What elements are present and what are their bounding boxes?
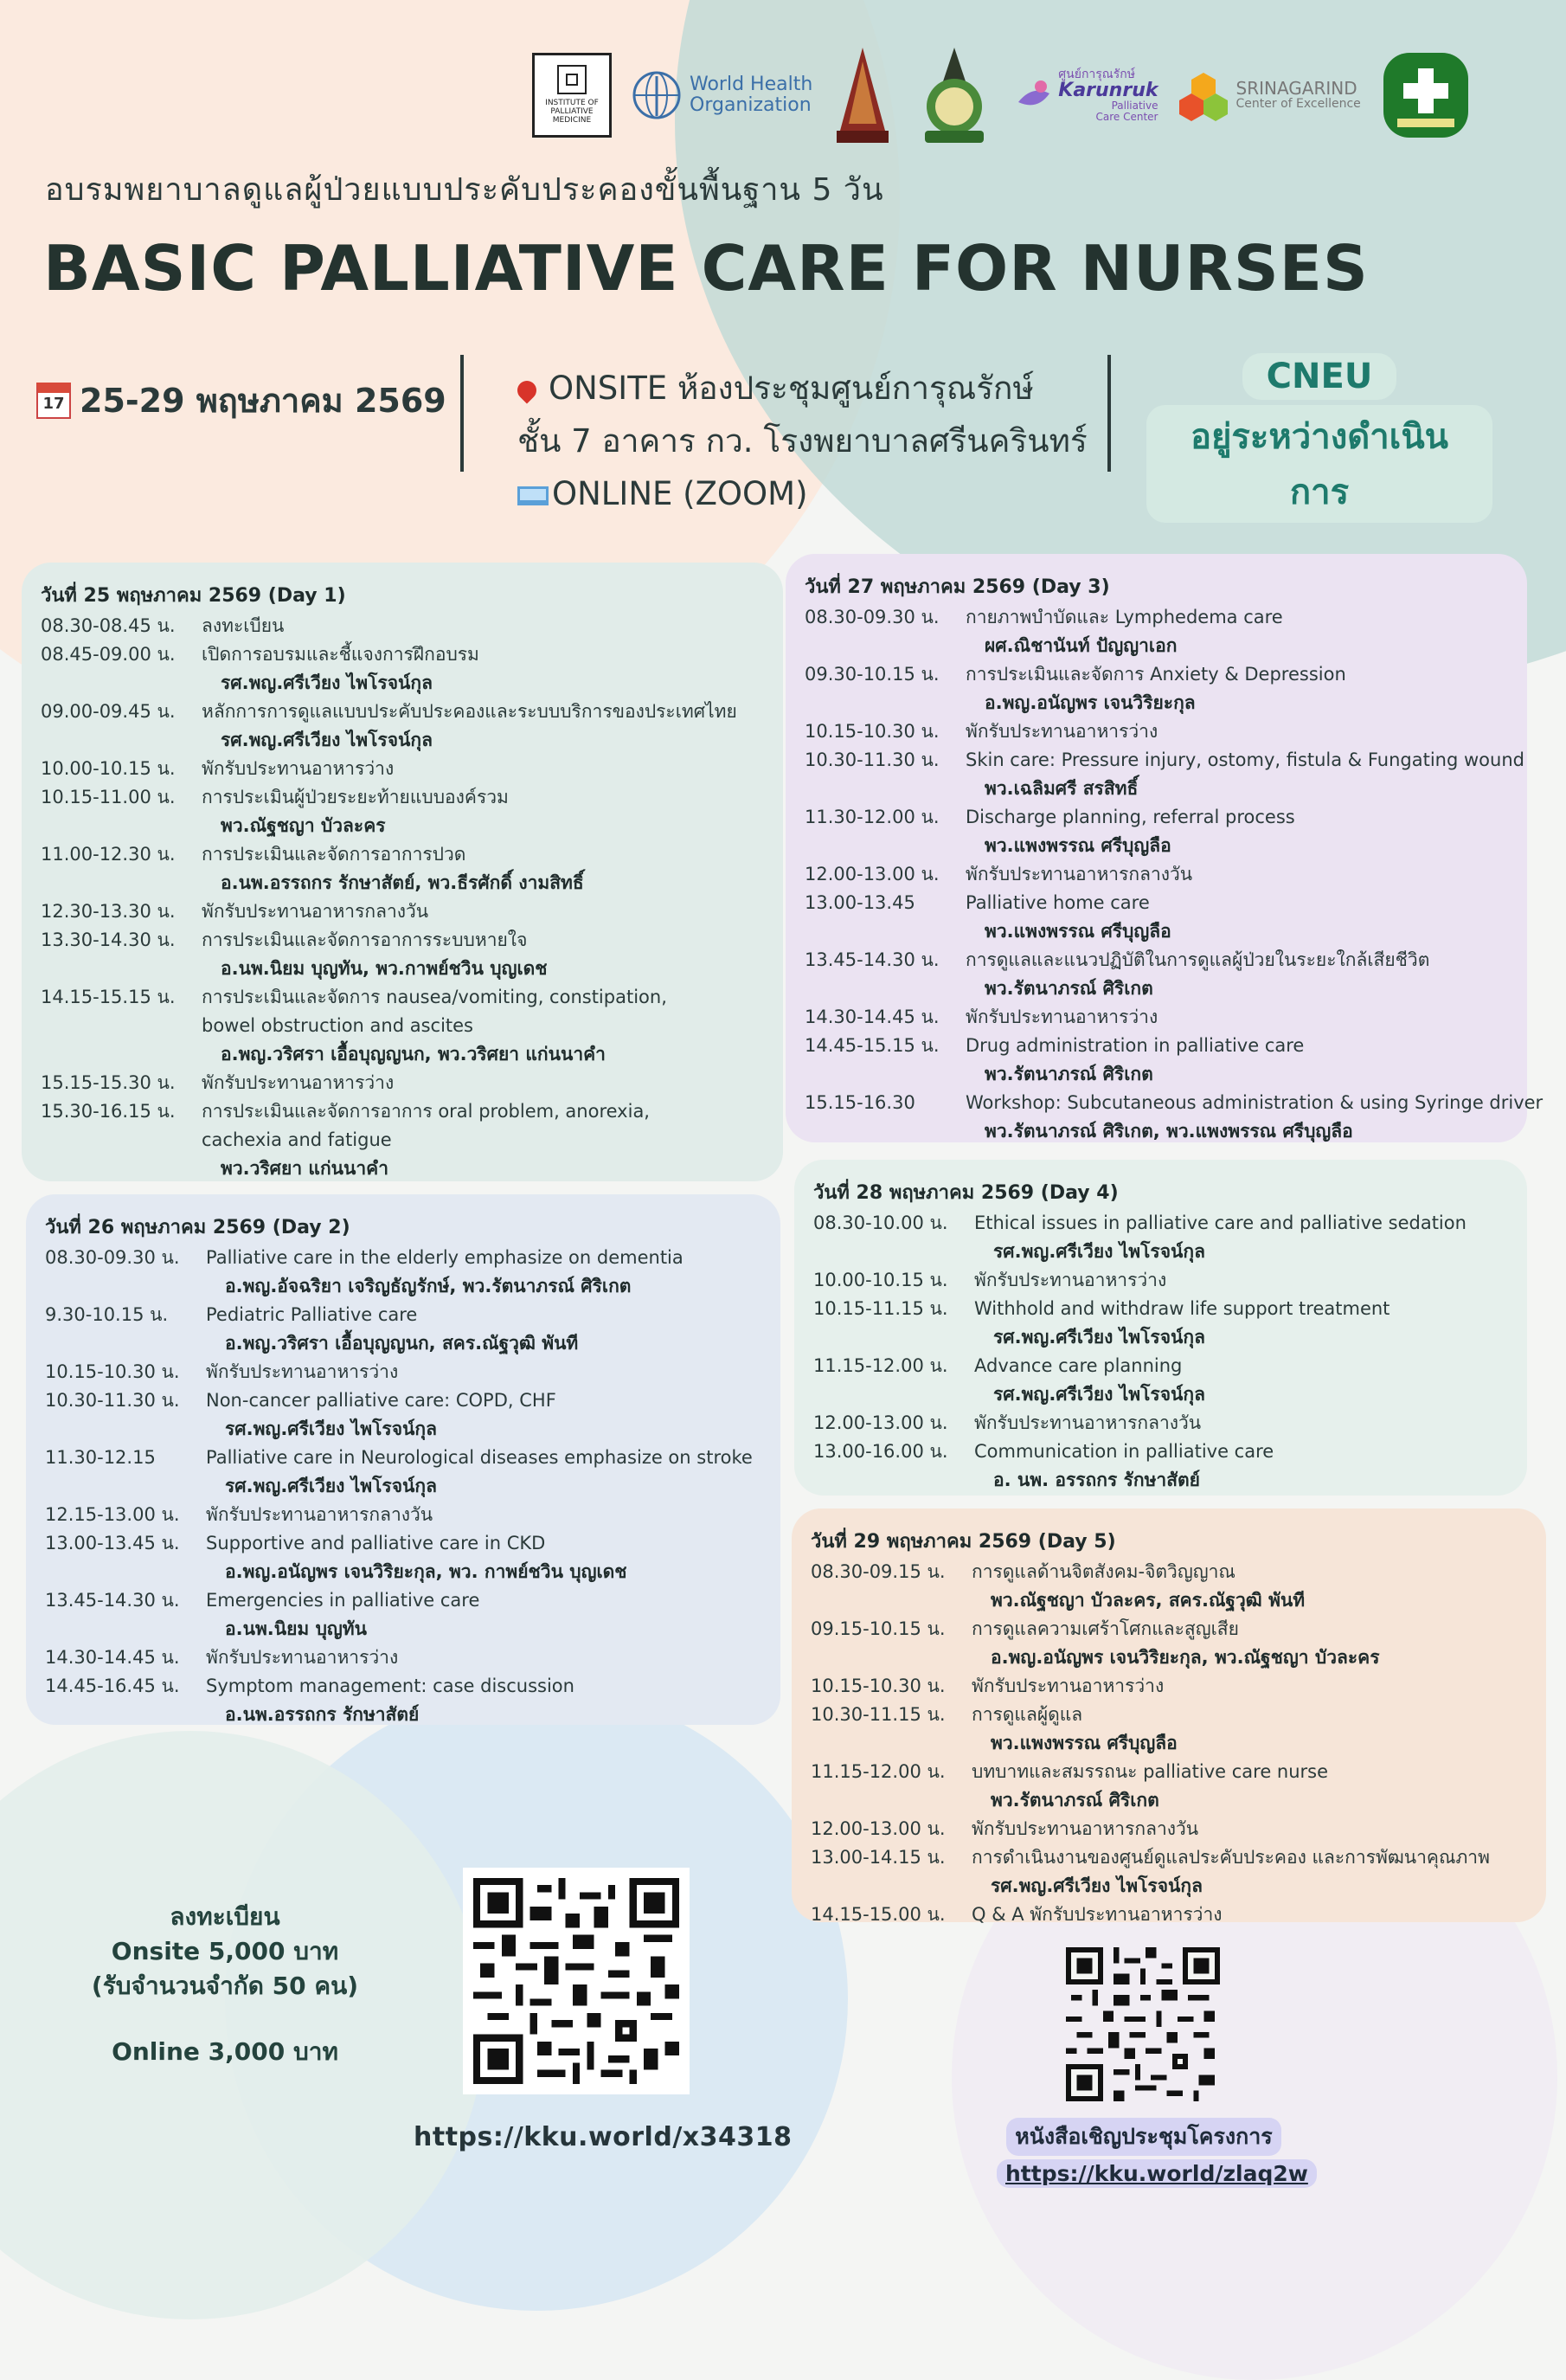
speaker: ผศ.ณิชานันท์ ปัญญาเอก	[985, 635, 1178, 656]
speaker: รศ.พญ.ศรีเวียง ไพโรจน์กุล	[993, 1384, 1205, 1405]
time: 12.30-13.30 น.	[41, 901, 176, 922]
speaker: พว.รัตนาภรณ์ ศิริเกต	[991, 1790, 1159, 1811]
time: 15.15-15.30 น.	[41, 1072, 176, 1093]
invitation-url[interactable]: https://kku.world/zlaq2w	[1005, 2161, 1308, 2186]
schedule-row	[45, 1386, 761, 1415]
day2-schedule	[26, 1194, 780, 1725]
speaker: พว.รัตนาภรณ์ ศิริเกต	[985, 978, 1153, 999]
ministry-logo	[1380, 49, 1472, 141]
schedule-row	[45, 1358, 761, 1386]
speaker: รศ.พญ.ศรีเวียง ไพโรจน์กุล	[221, 672, 433, 693]
speaker: รศ.พญ.ศรีเวียง ไพโรจน์กุล	[991, 1875, 1203, 1896]
schedule-row	[41, 1069, 764, 1097]
time: 08.30-09.15 น.	[811, 1561, 946, 1582]
schedule-row	[41, 640, 764, 669]
schedule-row	[813, 1295, 1508, 1323]
time: 10.00-10.15 น.	[813, 1270, 948, 1290]
onsite-limit: (รับจำนวนจำกัด 50 คน)	[91, 1972, 359, 2000]
speaker: อ.นพ.นิยม บุญทัน	[225, 1618, 368, 1639]
activity: ลงทะเบียน	[202, 615, 285, 636]
activity: พักรับประทานอาหารว่าง	[206, 1647, 399, 1668]
logo-bar	[532, 39, 1531, 151]
time: 13.00-13.45	[805, 892, 915, 913]
activity: Non-cancer palliative care: COPD, CHF	[206, 1390, 556, 1411]
subtitle: อบรมพยาบาลดูแลผู้ป่วยแบบประคับประคองขั้นพื้นฐาน 5 วัน	[45, 172, 884, 208]
srinagarind-name: SRINAGARIND	[1235, 78, 1357, 100]
karunruk-logo	[1015, 68, 1158, 123]
schedule-row	[805, 717, 1508, 746]
time: 13.45-14.30 น.	[805, 949, 940, 970]
time: 10.15-11.00 น.	[41, 787, 176, 807]
schedule-row	[41, 755, 764, 783]
time: 10.00-10.15 น.	[41, 758, 176, 779]
srinagarind-hexagon-icon	[1178, 69, 1229, 121]
speaker: พว.รัตนาภรณ์ ศิริเกต	[985, 1064, 1153, 1084]
activity: พักรับประทานอาหารว่าง	[972, 1676, 1165, 1696]
schedule-row	[805, 889, 1508, 917]
schedule-row	[41, 926, 764, 955]
activity: Q & A พักรับประทานอาหารว่าง	[972, 1904, 1223, 1925]
speaker: อ. นพ. อรรถกร รักษาสัตย์	[993, 1470, 1200, 1490]
speaker: อ.พญ.อนัญพร เจนวิริยะกุล, พว. กาพย์ชวิน บุญเดช	[225, 1561, 627, 1582]
activity: การดูแลด้านจิตสังคม-จิตวิญญาณ	[972, 1561, 1235, 1582]
venue-line2: ชั้น 7 อาคาร กว. โรงพยาบาลศรีนครินทร์	[517, 422, 1088, 460]
laptop-icon	[517, 486, 549, 505]
speaker: อ.นพ.อรรถกร รักษาสัตย์, พว.ธีรศักดิ์ งามสิทธิ์	[221, 872, 584, 893]
time: 10.15-10.30 น.	[811, 1676, 946, 1696]
kku-emblem-icon	[831, 44, 894, 146]
schedule-row	[45, 1501, 761, 1529]
schedule-row	[41, 612, 764, 640]
time: 08.30-09.30 น.	[45, 1247, 180, 1268]
registration-label: ลงทะเบียน	[170, 1902, 280, 1931]
time: 09.15-10.15 น.	[811, 1618, 946, 1639]
time: 13.30-14.30 น.	[41, 929, 176, 950]
time: 12.00-13.00 น.	[811, 1818, 946, 1839]
time: 13.00-14.15 น.	[811, 1847, 946, 1868]
day5-schedule	[792, 1508, 1546, 1925]
registration-qr-code[interactable]	[463, 1868, 690, 2094]
schedule-row	[811, 1843, 1527, 1872]
schedule-row	[805, 1003, 1508, 1032]
schedule-row	[805, 660, 1508, 689]
speaker: พว.แพงพรรณ ศรีบุญลือ	[985, 921, 1171, 942]
schedule-row	[813, 1266, 1508, 1295]
schedule-row	[805, 1032, 1508, 1060]
time: 08.30-08.45 น.	[41, 615, 176, 636]
srinagarind-logo	[1178, 69, 1361, 121]
activity: การประเมินและจัดการ Anxiety & Depression	[966, 664, 1346, 685]
medicine-faculty-logo	[913, 44, 996, 146]
day1-schedule	[22, 563, 783, 1181]
schedule-row	[805, 946, 1508, 975]
activity-continued: bowel obstruction and ascites	[202, 1015, 473, 1036]
activity: พักรับประทานอาหารกลางวัน	[206, 1504, 433, 1525]
time: 09.00-09.45 น.	[41, 701, 176, 722]
schedule-row	[811, 1815, 1527, 1843]
time: 11.00-12.30 น.	[41, 844, 176, 865]
activity: การประเมินและจัดการ nausea/vomiting, constipation,	[202, 987, 667, 1007]
cneu-status: อยู่ระหว่างดำเนินการ	[1146, 405, 1492, 523]
time: 15.30-16.15 น.	[41, 1101, 176, 1122]
speaker: อ.พญ.วริศรา เอื้อบุญญนก, สคร.ณัฐวุฒิ พันที	[225, 1333, 579, 1354]
day-heading: วันที่ 28 พฤษภาคม 2569 (Day 4)	[813, 1182, 1119, 1204]
ipm-logo	[532, 53, 612, 138]
speaker: พว.แพงพรรณ ศรีบุญลือ	[991, 1733, 1178, 1753]
qr-code-icon	[1066, 1947, 1220, 2101]
karunruk-sub2: Care Center	[1095, 110, 1158, 123]
invitation-qr-code[interactable]	[1066, 1947, 1220, 2101]
activity: Advance care planning	[974, 1355, 1183, 1376]
activity: พักรับประทานอาหารว่าง	[206, 1361, 399, 1382]
schedule-row	[45, 1444, 761, 1472]
activity: Palliative care in the elderly emphasize on dementia	[206, 1247, 684, 1268]
day-heading: วันที่ 27 พฤษภาคม 2569 (Day 3)	[805, 576, 1110, 598]
speaker: พว.รัตนาภรณ์ ศิริเกต, พว.แพงพรรณ ศรีบุญลือ	[985, 1121, 1353, 1142]
speaker: รศ.พญ.ศรีเวียง ไพโรจน์กุล	[993, 1241, 1205, 1262]
green-cross-emblem-icon	[1380, 49, 1472, 141]
medicine-emblem-icon	[913, 44, 996, 146]
activity: พักรับประทานอาหารกลางวัน	[202, 901, 429, 922]
day4-schedule	[794, 1160, 1527, 1496]
schedule-row	[41, 897, 764, 926]
schedule-row	[805, 603, 1508, 632]
activity: Palliative care in Neurological diseases emphasize on stroke	[206, 1447, 753, 1468]
time: 10.15-10.30 น.	[805, 721, 940, 742]
time: 09.30-10.15 น.	[805, 664, 940, 685]
time: 14.15-15.15 น.	[41, 987, 176, 1007]
time: 13.00-16.00 น.	[813, 1441, 948, 1462]
schedule-row	[41, 783, 764, 812]
day3-schedule	[786, 554, 1544, 1142]
activity: พักรับประทานอาหารว่าง	[974, 1270, 1167, 1290]
speaker: พว.ณัฐชญา บัวละคร	[221, 815, 386, 836]
venue-line1: ONSITE ห้องประชุมศูนย์การุณรักษ์	[549, 370, 1034, 407]
divider	[1107, 355, 1111, 472]
venue-info	[517, 362, 1088, 520]
invitation-label: หนังสือเชิญประชุมโครงการ	[1006, 2118, 1280, 2156]
activity: Skin care: Pressure injury, ostomy, fistula & Fungating wound	[966, 749, 1524, 770]
speaker: พว.วริศยา แก่นนาคำ	[221, 1158, 389, 1179]
time: 14.45-15.15 น.	[805, 1035, 940, 1056]
activity: พักรับประทานอาหารกลางวัน	[972, 1818, 1199, 1839]
speaker: อ.นพ.อรรถกร รักษาสัตย์	[225, 1704, 420, 1725]
cneu-box	[1146, 353, 1492, 523]
speaker: พว.ณัฐชญา บัวละคร, สคร.ณัฐวุฒิ พันที	[991, 1590, 1306, 1611]
time: 10.30-11.30 น.	[805, 749, 940, 770]
qr-code-icon	[473, 1878, 679, 2084]
schedule-row	[811, 1701, 1527, 1729]
schedule-row	[45, 1244, 761, 1272]
schedule-row	[45, 1672, 761, 1701]
day-heading: วันที่ 29 พฤษภาคม 2569 (Day 5)	[811, 1531, 1116, 1553]
schedule-row	[813, 1209, 1508, 1238]
time: 11.15-12.00 น.	[813, 1355, 948, 1376]
activity: การประเมินและจัดการอาการปวด	[202, 844, 466, 865]
activity: พักรับประทานอาหารกลางวัน	[966, 864, 1193, 884]
speaker: อ.นพ.นิยม บุญทัน, พว.กาพย์ชวิน บุญเดช	[221, 958, 548, 979]
online-price: Online 3,000 บาท	[112, 2037, 338, 2066]
activity: Palliative home care	[966, 892, 1150, 913]
activity: Ethical issues in palliative care and palliative sedation	[974, 1213, 1467, 1233]
activity: การประเมินและจัดการอาการ oral problem, anorexia,	[202, 1101, 650, 1122]
venue-line3: ONLINE (ZOOM)	[552, 475, 808, 512]
time: 14.30-14.45 น.	[45, 1647, 180, 1668]
who-line2: Organization	[690, 94, 812, 116]
schedule-row	[811, 1758, 1527, 1786]
activity: การดูแลความเศร้าโศกและสูญเสีย	[972, 1618, 1239, 1639]
time: 08.45-09.00 น.	[41, 644, 176, 665]
time: 11.15-12.00 น.	[811, 1761, 946, 1782]
cneu-label: CNEU	[1242, 353, 1397, 400]
activity: การดูแลและแนวปฏิบัติในการดูแลผู้ป่วยในระยะใกล้เสียชีวิต	[966, 949, 1430, 970]
karunruk-thai: ศูนย์การุณรักษ์	[1058, 67, 1136, 81]
speaker: รศ.พญ.ศรีเวียง ไพโรจน์กุล	[225, 1476, 437, 1496]
karunruk-name: Karunruk	[1058, 80, 1158, 102]
activity: เปิดการอบรมและชี้แจงการฝึกอบรม	[202, 644, 479, 665]
schedule-row	[811, 1672, 1527, 1701]
activity-continued: cachexia and fatigue	[202, 1129, 392, 1150]
time: 12.15-13.00 น.	[45, 1504, 180, 1525]
calendar-icon: 17	[36, 383, 71, 419]
schedule-row	[813, 1352, 1508, 1380]
karunruk-hands-icon	[1015, 76, 1053, 114]
divider	[460, 355, 464, 472]
time: 08.30-09.30 น.	[805, 607, 940, 627]
schedule-row	[805, 803, 1508, 832]
activity: การดูแลผู้ดูแล	[972, 1704, 1083, 1725]
time: 12.00-13.00 น.	[805, 864, 940, 884]
schedule-row	[805, 1089, 1544, 1117]
location-pin-icon	[513, 376, 540, 403]
speaker: รศ.พญ.ศรีเวียง ไพโรจน์กุล	[221, 730, 433, 750]
activity: Drug administration in palliative care	[966, 1035, 1305, 1056]
speaker: อ.พญ.อัจฉริยา เจริญธัญรักษ์, พว.รัตนาภรณ์ ศิริเกต	[225, 1276, 632, 1296]
who-logo	[631, 69, 812, 121]
speaker: อ.พญ.อนัญพร เจนวิริยะกุล, พว.ณัฐชญา บัวละคร	[991, 1647, 1380, 1668]
time: 14.45-16.45 น.	[45, 1676, 180, 1696]
activity: พักรับประทานอาหารว่าง	[966, 1007, 1158, 1027]
activity: พักรับประทานอาหารกลางวัน	[974, 1412, 1202, 1433]
activity: พักรับประทานอาหารว่าง	[966, 721, 1158, 742]
speaker: รศ.พญ.ศรีเวียง ไพโรจน์กุล	[225, 1418, 437, 1439]
activity: การประเมินผู้ป่วยระยะท้ายแบบองค์รวม	[202, 787, 509, 807]
time: 10.15-11.15 น.	[813, 1298, 948, 1319]
page-title: BASIC PALLIATIVE CARE FOR NURSES	[43, 232, 1369, 305]
activity: พักรับประทานอาหารว่าง	[202, 758, 395, 779]
schedule-row	[811, 1558, 1527, 1586]
schedule-row	[811, 1615, 1527, 1643]
time: 11.30-12.15	[45, 1447, 156, 1468]
activity: การดำเนินงานของศูนย์ดูแลประคับประคอง และการพัฒนาคุณภาพ	[972, 1847, 1490, 1868]
activity: Pediatric Palliative care	[206, 1304, 418, 1325]
time: 14.30-14.45 น.	[805, 1007, 940, 1027]
kku-logo	[831, 44, 894, 146]
time: 10.30-11.15 น.	[811, 1704, 946, 1725]
schedule-row	[811, 1901, 1527, 1929]
activity: บทบาทและสมรรถนะ palliative care nurse	[972, 1761, 1329, 1782]
time: 15.15-16.30	[805, 1092, 915, 1113]
speaker: รศ.พญ.ศรีเวียง ไพโรจน์กุล	[993, 1327, 1205, 1348]
event-date-text: 25-29 พฤษภาคม 2569	[80, 382, 446, 420]
speaker: พว.เฉลิมศรี สรสิทธิ์	[985, 778, 1139, 799]
activity: Workshop: Subcutaneous administration & using Syringe driver	[966, 1092, 1544, 1113]
schedule-row	[805, 746, 1524, 775]
schedule-row	[45, 1586, 761, 1615]
schedule-row	[45, 1643, 761, 1672]
time: 14.15-15.00 น.	[811, 1904, 946, 1925]
schedule-row	[45, 1529, 761, 1558]
time: 9.30-10.15 น.	[45, 1304, 169, 1325]
time: 11.30-12.00 น.	[805, 807, 940, 827]
time: 13.00-13.45 น.	[45, 1533, 180, 1553]
activity: Discharge planning, referral process	[966, 807, 1295, 827]
schedule-row	[41, 840, 764, 869]
activity: Withhold and withdraw life support treatment	[974, 1298, 1390, 1319]
activity: หลักการการดูแลแบบประคับประคองและระบบบริการของประเทศไทย	[202, 701, 737, 722]
activity: Supportive and palliative care in CKD	[206, 1533, 546, 1553]
time: 10.15-10.30 น.	[45, 1361, 180, 1382]
event-date	[36, 374, 446, 427]
schedule-row	[41, 698, 764, 726]
activity: Communication in palliative care	[974, 1441, 1274, 1462]
who-emblem-icon	[631, 69, 683, 121]
time: 08.30-10.00 น.	[813, 1213, 948, 1233]
schedule-row	[41, 1097, 764, 1126]
activity: Symptom management: case discussion	[206, 1676, 574, 1696]
invitation-link-box	[997, 2118, 1308, 2191]
time: 10.30-11.30 น.	[45, 1390, 180, 1411]
schedule-row	[41, 983, 764, 1012]
who-line1: World Health	[690, 73, 813, 95]
activity: กายภาพบำบัดและ Lymphedema care	[966, 607, 1283, 627]
srinagarind-sub: Center of Excellence	[1235, 97, 1361, 112]
karunruk-sub1: Palliative	[1111, 100, 1158, 113]
activity: พักรับประทานอาหารว่าง	[202, 1072, 395, 1093]
schedule-row	[813, 1438, 1508, 1466]
time: 13.45-14.30 น.	[45, 1590, 180, 1611]
schedule-row	[805, 860, 1508, 889]
onsite-price: Onsite 5,000 บาท	[111, 1937, 339, 1965]
day-heading: วันที่ 26 พฤษภาคม 2569 (Day 2)	[45, 1217, 350, 1238]
schedule-row	[813, 1409, 1508, 1438]
ipm-logo-text: INSTITUTE OF PALLIATIVE MEDICINE	[545, 99, 599, 125]
day-heading: วันที่ 25 พฤษภาคม 2569 (Day 1)	[41, 585, 346, 607]
activity: การประเมินและจัดการอาการระบบหายใจ	[202, 929, 528, 950]
registration-info	[52, 1900, 398, 2069]
schedule-row	[45, 1301, 761, 1329]
speaker: อ.พญ.วริศรา เอื้อบุญญนก, พว.วริศยา แก่นนาคำ	[221, 1044, 606, 1065]
speaker: พว.แพงพรรณ ศรีบุญลือ	[985, 835, 1171, 856]
speaker: อ.พญ.อนัญพร เจนวิริยะกุล	[985, 692, 1196, 713]
registration-url[interactable]: https://kku.world/x34318	[414, 2122, 793, 2152]
activity: Emergencies in palliative care	[206, 1590, 480, 1611]
time: 12.00-13.00 น.	[813, 1412, 948, 1433]
